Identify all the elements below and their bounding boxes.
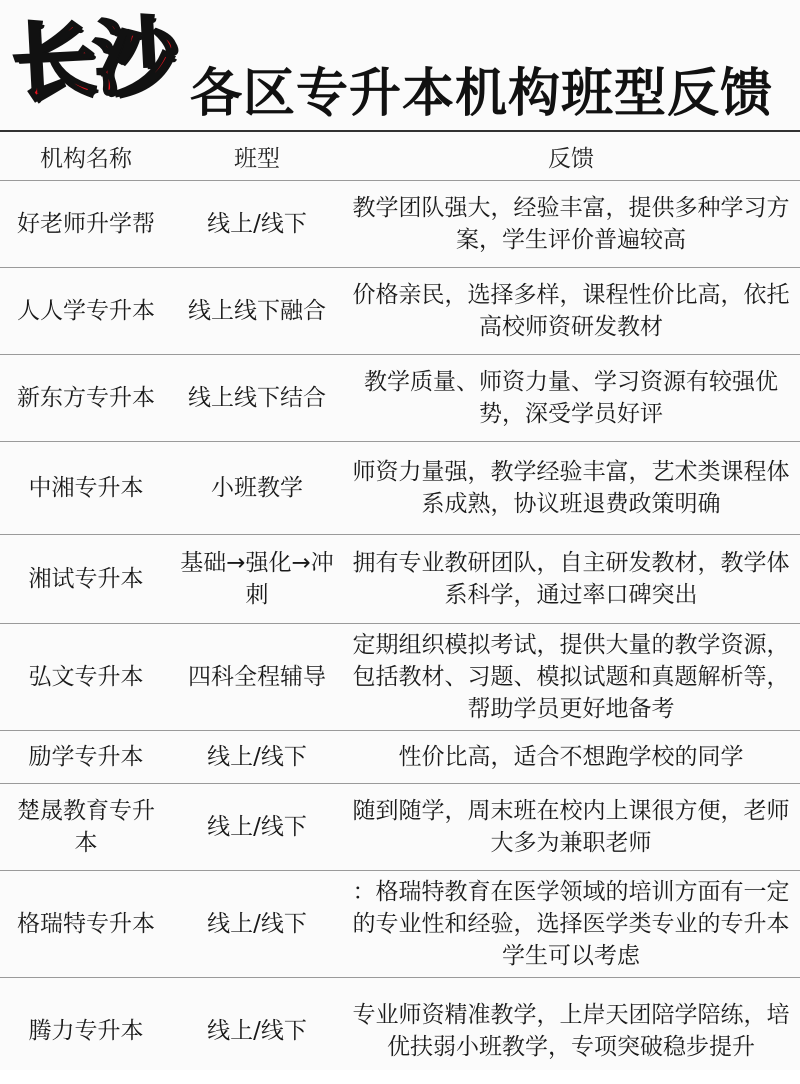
- table-row: [0, 268, 800, 355]
- class-type: 线上/线下: [207, 1018, 307, 1044]
- feedback-text: 价格亲民，选择多样，课程性价比高，依托高校师资研发教材: [352, 282, 790, 340]
- table-row: [0, 535, 800, 624]
- institution-name: 格瑞特专升本: [17, 911, 155, 937]
- table-row: [0, 731, 800, 784]
- institution-name: 湘试专升本: [28, 566, 144, 592]
- institution-name: 好老师升学帮: [17, 211, 155, 237]
- table-header-row: [0, 132, 800, 181]
- feedback-text: 定期组织模拟考试，提供大量的教学资源，包括教材、习题、模拟试题和真题解析等，帮助学员更好地备考: [352, 632, 790, 722]
- class-type: 基础→强化→冲刺: [180, 550, 334, 608]
- table-row: [0, 978, 800, 1084]
- feedback-text: 教学质量、师资力量、学习资源有较强优势，深受学员好评: [364, 369, 778, 427]
- institution-name: 新东方专升本: [17, 385, 155, 411]
- class-type: 线上线下结合: [188, 385, 326, 411]
- class-type: 小班教学: [211, 475, 303, 501]
- table-row: [0, 181, 800, 268]
- header: [0, 0, 800, 130]
- class-type: 线上/线下: [207, 744, 307, 770]
- institution-name: 腾力专升本: [28, 1018, 144, 1044]
- class-type: 线上/线下: [207, 911, 307, 937]
- feedback-table: [0, 130, 800, 1084]
- feedback-text: 性价比高，适合不想跑学校的同学: [398, 744, 744, 770]
- class-type: 四科全程辅导: [188, 664, 326, 690]
- institution-name: 励学专升本: [28, 744, 144, 770]
- header-cell-feedback: 反馈: [548, 145, 594, 172]
- institution-name: 中湘专升本: [28, 475, 144, 501]
- class-type: 线上/线下: [207, 211, 307, 237]
- title-city: 长沙: [9, 6, 179, 114]
- institution-name: 人人学专升本: [17, 298, 155, 324]
- table-row: [0, 871, 800, 978]
- header-cell-type: 班型: [234, 145, 280, 172]
- feedback-text: 拥有专业教研团队，自主研发教材，教学体系科学，通过率口碑突出: [352, 550, 790, 608]
- header-cell-name: 机构名称: [40, 145, 132, 172]
- page-title: 各区专升本机构班型反馈: [190, 64, 774, 124]
- feedback-text: 专业师资精准教学，上岸天团陪学陪练，培优扶弱小班教学，专项突破稳步提升: [352, 1002, 790, 1060]
- table-row: [0, 355, 800, 442]
- institution-name: 楚晟教育专升本: [17, 798, 155, 856]
- table-row: [0, 624, 800, 731]
- table-row: [0, 784, 800, 871]
- feedback-text: 随到随学，周末班在校内上课很方便，老师大多为兼职老师: [352, 798, 790, 856]
- feedback-text: 师资力量强，教学经验丰富，艺术类课程体系成熟，协议班退费政策明确: [352, 459, 790, 517]
- institution-name: 弘文专升本: [28, 664, 144, 690]
- class-type: 线上线下融合: [188, 298, 326, 324]
- feedback-text: 教学团队强大，经验丰富，提供多种学习方案，学生评价普遍较高: [352, 195, 790, 253]
- class-type: 线上/线下: [207, 814, 307, 840]
- table-row: [0, 442, 800, 535]
- feedback-text: ：格瑞特教育在医学领域的培训方面有一定的专业性和经验，选择医学类专业的专升本学生可以考虑: [352, 879, 790, 969]
